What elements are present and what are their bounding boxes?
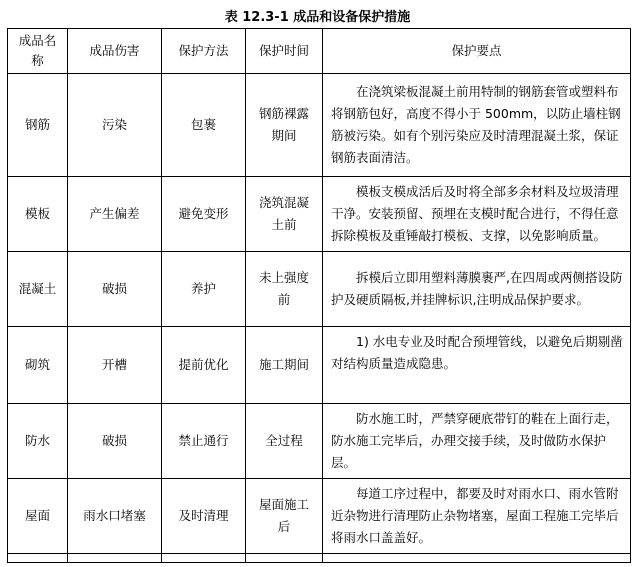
table-row [8, 252, 631, 327]
cell-empty [323, 554, 631, 563]
table-title: 表 12.3-1 成品和设备保护措施 [224, 10, 411, 25]
header-item: 成品名称 [8, 29, 68, 74]
cell-empty [246, 554, 323, 563]
cell-method: 包裹 [162, 74, 246, 177]
cell-method: 养护 [162, 252, 246, 327]
header-time: 保护时间 [246, 29, 323, 74]
cell-time: 全过程 [246, 404, 323, 479]
table-row [8, 74, 631, 177]
cell-item: 防水 [8, 404, 68, 479]
cell-time: 钢筋裸露期间 [246, 74, 323, 177]
cell-damage: 污染 [68, 74, 162, 177]
cell-item: 屋面 [8, 479, 68, 554]
cell-method: 禁止通行 [162, 404, 246, 479]
table-row [8, 404, 631, 479]
header-points: 保护要点 [323, 29, 631, 74]
cell-item: 模板 [8, 177, 68, 252]
cell-damage: 开槽 [68, 327, 162, 404]
table-row [8, 327, 631, 404]
cell-damage: 破损 [68, 252, 162, 327]
header-damage: 成品伤害 [68, 29, 162, 74]
cell-points: 在浇筑梁板混凝土前用特制的钢筋套管或塑料布将钢筋包好，高度不得小于 500mm，以防止墙柱钢筋被污染。如有个别污染应及时清理混凝土浆，保证钢筋表面清洁。 [323, 74, 631, 177]
header-row [8, 29, 631, 74]
cell-time: 浇筑混凝土前 [246, 177, 323, 252]
table-row-partial [8, 554, 631, 563]
cell-empty [162, 554, 246, 563]
cell-points: 拆模后立即用塑料薄膜裹严,在四周或两侧搭设防护及硬质隔板,并挂牌标识,注明成品保护要求。 [323, 252, 631, 327]
cell-item: 钢筋 [8, 74, 68, 177]
cell-time: 未上强度前 [246, 252, 323, 327]
cell-item: 混凝土 [8, 252, 68, 327]
cell-method: 避免变形 [162, 177, 246, 252]
protection-table [7, 28, 631, 563]
protection-table-container [7, 28, 630, 563]
header-method: 保护方法 [162, 29, 246, 74]
cell-points: 模板支模成活后及时将全部多余材料及垃圾清理干净。安装预留、预埋在支模时配合进行，不得任意拆除模板及重锤敲打模板、支撑，以免影响质量。 [323, 177, 631, 252]
cell-empty [68, 554, 162, 563]
cell-method: 提前优化 [162, 327, 246, 404]
cell-item: 砌筑 [8, 327, 68, 404]
cell-points: 每道工序过程中，都要及时对雨水口、雨水管附近杂物进行清理防止杂物堵塞，屋面工程施工完毕后将雨水口盖盖好。 [323, 479, 631, 554]
cell-points: 1) 水电专业及时配合预埋管线，以避免后期剔凿对结构质量造成隐患。 [323, 327, 631, 404]
table-row [8, 479, 631, 554]
cell-damage: 产生偏差 [68, 177, 162, 252]
cell-damage: 雨水口堵塞 [68, 479, 162, 554]
cell-empty [8, 554, 68, 563]
cell-method: 及时清理 [162, 479, 246, 554]
cell-points: 防水施工时，严禁穿硬底带钉的鞋在上面行走，防水施工完毕后，办理交接手续，及时做防水保护层。 [323, 404, 631, 479]
cell-time: 施工期间 [246, 327, 323, 404]
cell-damage: 破损 [68, 404, 162, 479]
cell-time: 屋面施工后 [246, 479, 323, 554]
table-row [8, 177, 631, 252]
